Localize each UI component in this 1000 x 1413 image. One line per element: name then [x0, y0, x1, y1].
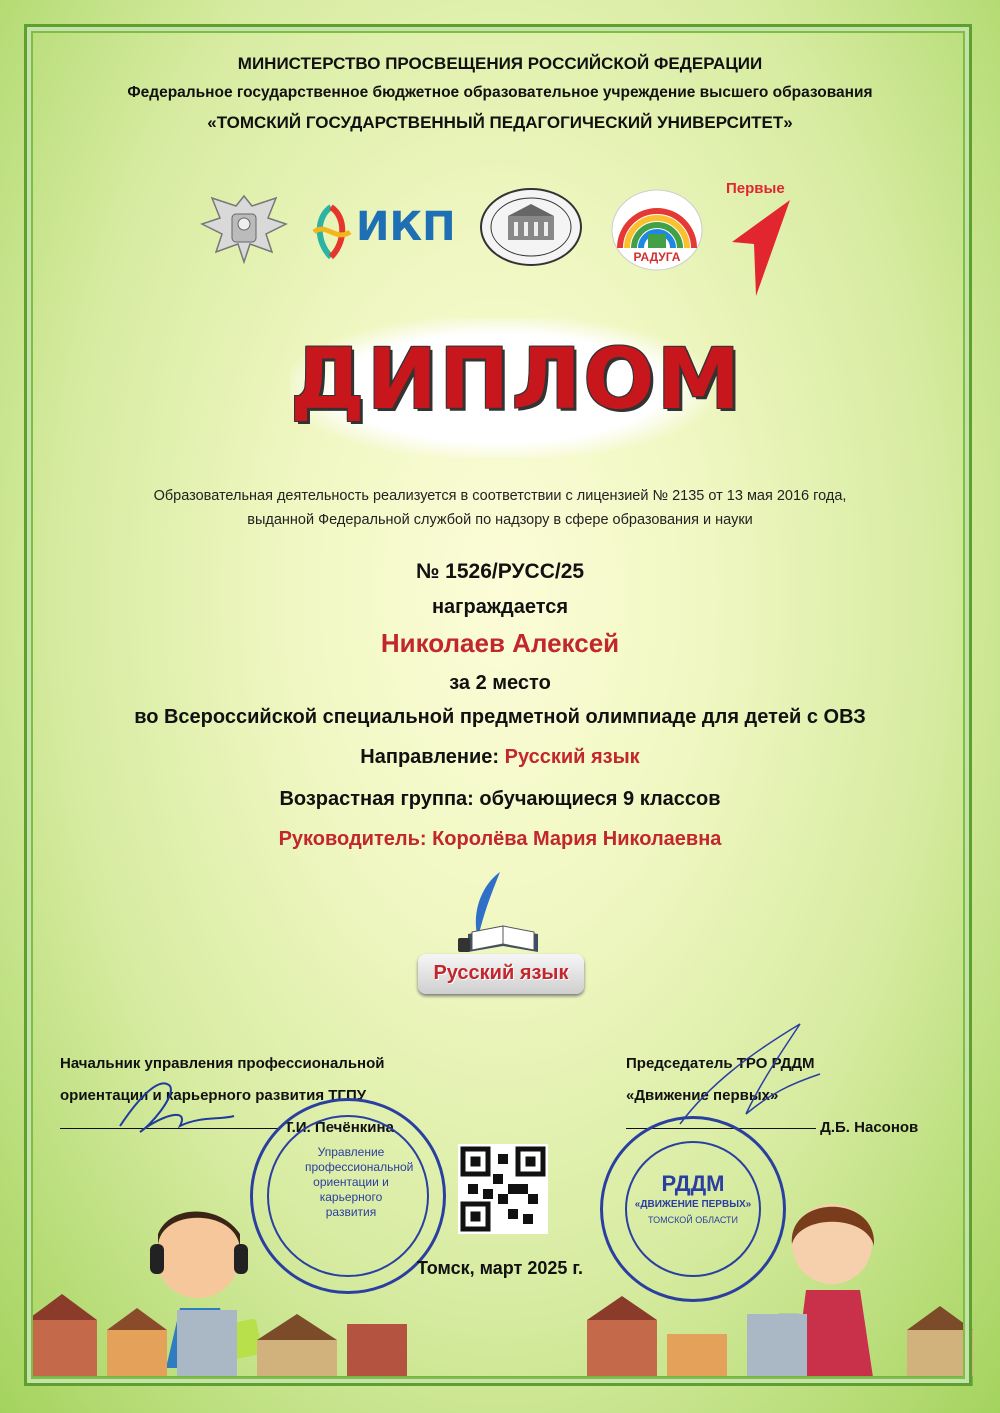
award-place: за 2 место	[449, 672, 551, 694]
place-date: Томск, март 2025 г.	[416, 1258, 584, 1278]
license-line-2: выданной Федеральной службой по надзору в сфере образования и науки	[247, 512, 753, 528]
diploma-number: № 1526/РУСС/25	[415, 560, 585, 583]
left-signatory: Начальник управления профессиональной ориентации и карьерного развития ТГПУ Т.И. Печёнкина	[60, 1055, 394, 1136]
right-signatory-name: Д.Б. Насонов	[820, 1119, 919, 1136]
direction-value: Русский язык	[504, 746, 640, 768]
right-stamp-title: РДДМ	[661, 1171, 725, 1196]
left-stamp-text: Управление профессиональной ориентации и карьерного развития	[305, 1145, 414, 1219]
right-signatory: Председатель ТРО РДДМ «Движение первых» Д.Б. Насонов	[626, 1055, 919, 1136]
ministry-emblem-icon	[196, 188, 292, 268]
raduga-logo: РАДУГА	[610, 188, 704, 272]
university-seal-icon	[478, 186, 584, 268]
book-quill-icon	[448, 868, 558, 958]
left-handwritten-signature	[110, 1066, 240, 1146]
left-signatory-name: Т.И. Печёнкина	[284, 1119, 394, 1136]
qr-code-icon	[458, 1144, 548, 1234]
diploma-title: ДИПЛОМ	[290, 330, 743, 428]
direction-label: Направление:	[360, 746, 500, 768]
university-name: «ТОМСКИЙ ГОСУДАРСТВЕННЫЙ ПЕДАГОГИЧЕСКИЙ УНИВЕРСИТЕТ»	[207, 113, 793, 132]
institution-type: Федеральное государственное бюджетное образовательное учреждение высшего образования	[127, 84, 873, 101]
pervye-logo: Первые	[724, 178, 800, 298]
recipient-name: Николаев Алексей	[380, 628, 620, 658]
houses-skyline-icon	[27, 1290, 973, 1386]
age-group: Возрастная группа: обучающиеся 9 классов	[279, 788, 721, 810]
ikp-logo: ИКП	[306, 196, 456, 266]
right-stamp-sub: «ДВИЖЕНИЕ ПЕРВЫХ»	[634, 1199, 752, 1210]
event-name: во Всероссийской специальной предметной олимпиаде для детей с ОВЗ	[134, 706, 866, 728]
license-line-1: Образовательная деятельность реализуется в соответствии с лицензией № 2135 от 13 мая 2016 года,	[153, 488, 847, 504]
pervye-arrow-icon	[724, 198, 800, 298]
ikp-swirl-icon	[306, 202, 356, 262]
right-stamp-region: ТОМСКОЙ ОБЛАСТИ	[648, 1215, 738, 1225]
direction-line	[0, 746, 1000, 769]
ministry-title: МИНИСТЕРСТВО ПРОСВЕЩЕНИЯ РОССИЙСКОЙ ФЕДЕРАЦИИ	[237, 54, 763, 73]
diploma-title-box	[290, 318, 743, 458]
logos-row	[0, 178, 1000, 298]
supervisor: Руководитель: Королёва Мария Николаевна	[278, 828, 722, 850]
awarded-label: награждается	[431, 596, 569, 618]
subject-badge: Русский язык	[418, 954, 584, 994]
